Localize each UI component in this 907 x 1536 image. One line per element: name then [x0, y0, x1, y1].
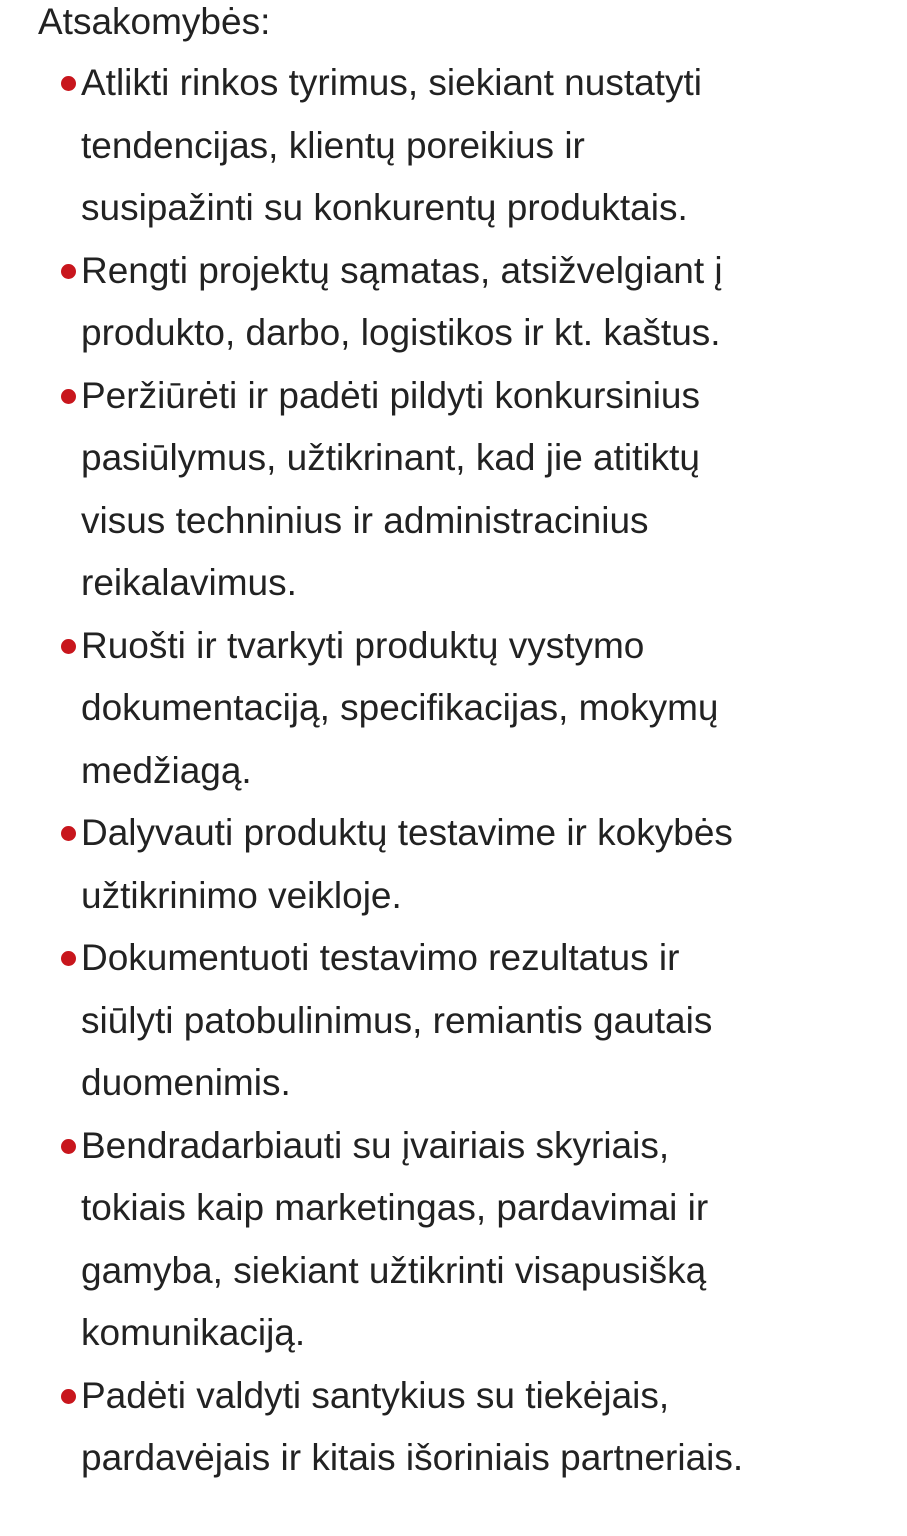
item-line: užtikrinimo veikloje.	[81, 874, 402, 916]
item-line: tokiais kaip marketingas, pardavimai ir	[81, 1187, 709, 1228]
item-line: Ruošti ir tvarkyti produktų vystymo	[81, 624, 645, 666]
list-item	[0, 802, 861, 927]
item-line: Rengti projektų sąmatas, atsižvelgiant į	[81, 249, 723, 291]
item-line: duomenimis.	[81, 1062, 291, 1103]
item-line: reikalavimus.	[81, 562, 297, 603]
bullet-icon	[61, 1389, 76, 1404]
bullet-icon	[61, 826, 76, 841]
item-line: pasiūlymus, užtikrinant, kad jie atitiktų	[81, 437, 700, 478]
item-line: Dokumentuoti testavimo rezultatus ir	[81, 937, 680, 978]
item-line: Peržiūrėti ir padėti pildyti konkursinius	[81, 374, 700, 416]
list-item	[0, 365, 861, 615]
item-line: medžiagą.	[81, 749, 252, 791]
item-line: komunikaciją.	[81, 1312, 306, 1353]
bullet-icon	[61, 389, 76, 404]
list-item	[0, 615, 861, 803]
section-heading: Atsakomybės:	[38, 1, 271, 42]
item-line: gamyba, siekiant užtikrinti visapusišką	[81, 1249, 707, 1291]
item-line: dokumentaciją, specifikacijas, mokymų	[81, 687, 719, 728]
list-item	[0, 1365, 861, 1490]
list-item	[0, 52, 861, 240]
list-item	[0, 240, 861, 365]
bullet-icon	[61, 76, 76, 91]
bullet-icon	[61, 1139, 76, 1154]
item-line: pardavėjais ir kitais išoriniais partneriais.	[81, 1437, 744, 1478]
item-line: siūlyti patobulinimus, remiantis gautais	[81, 999, 713, 1041]
bullet-icon	[61, 264, 76, 279]
bullet-icon	[61, 639, 76, 654]
item-line: visus techninius ir administracinius	[81, 499, 649, 541]
item-line: Bendradarbiauti su įvairiais skyriais,	[81, 1124, 670, 1166]
item-line: produkto, darbo, logistikos ir kt. kaštus.	[81, 312, 721, 353]
item-line: Padėti valdyti santykius su tiekėjais,	[81, 1374, 670, 1416]
list-item	[0, 927, 861, 1115]
item-line: Dalyvauti produktų testavime ir kokybės	[81, 812, 733, 853]
list-item	[0, 1115, 861, 1365]
item-line: susipažinti su konkurentų produktais.	[81, 187, 688, 228]
responsibilities-list	[0, 52, 907, 1490]
item-line: tendencijas, klientų poreikius ir	[81, 124, 585, 166]
bullet-icon	[61, 951, 76, 966]
item-line: Atlikti rinkos tyrimus, siekiant nustatyti	[81, 62, 702, 103]
